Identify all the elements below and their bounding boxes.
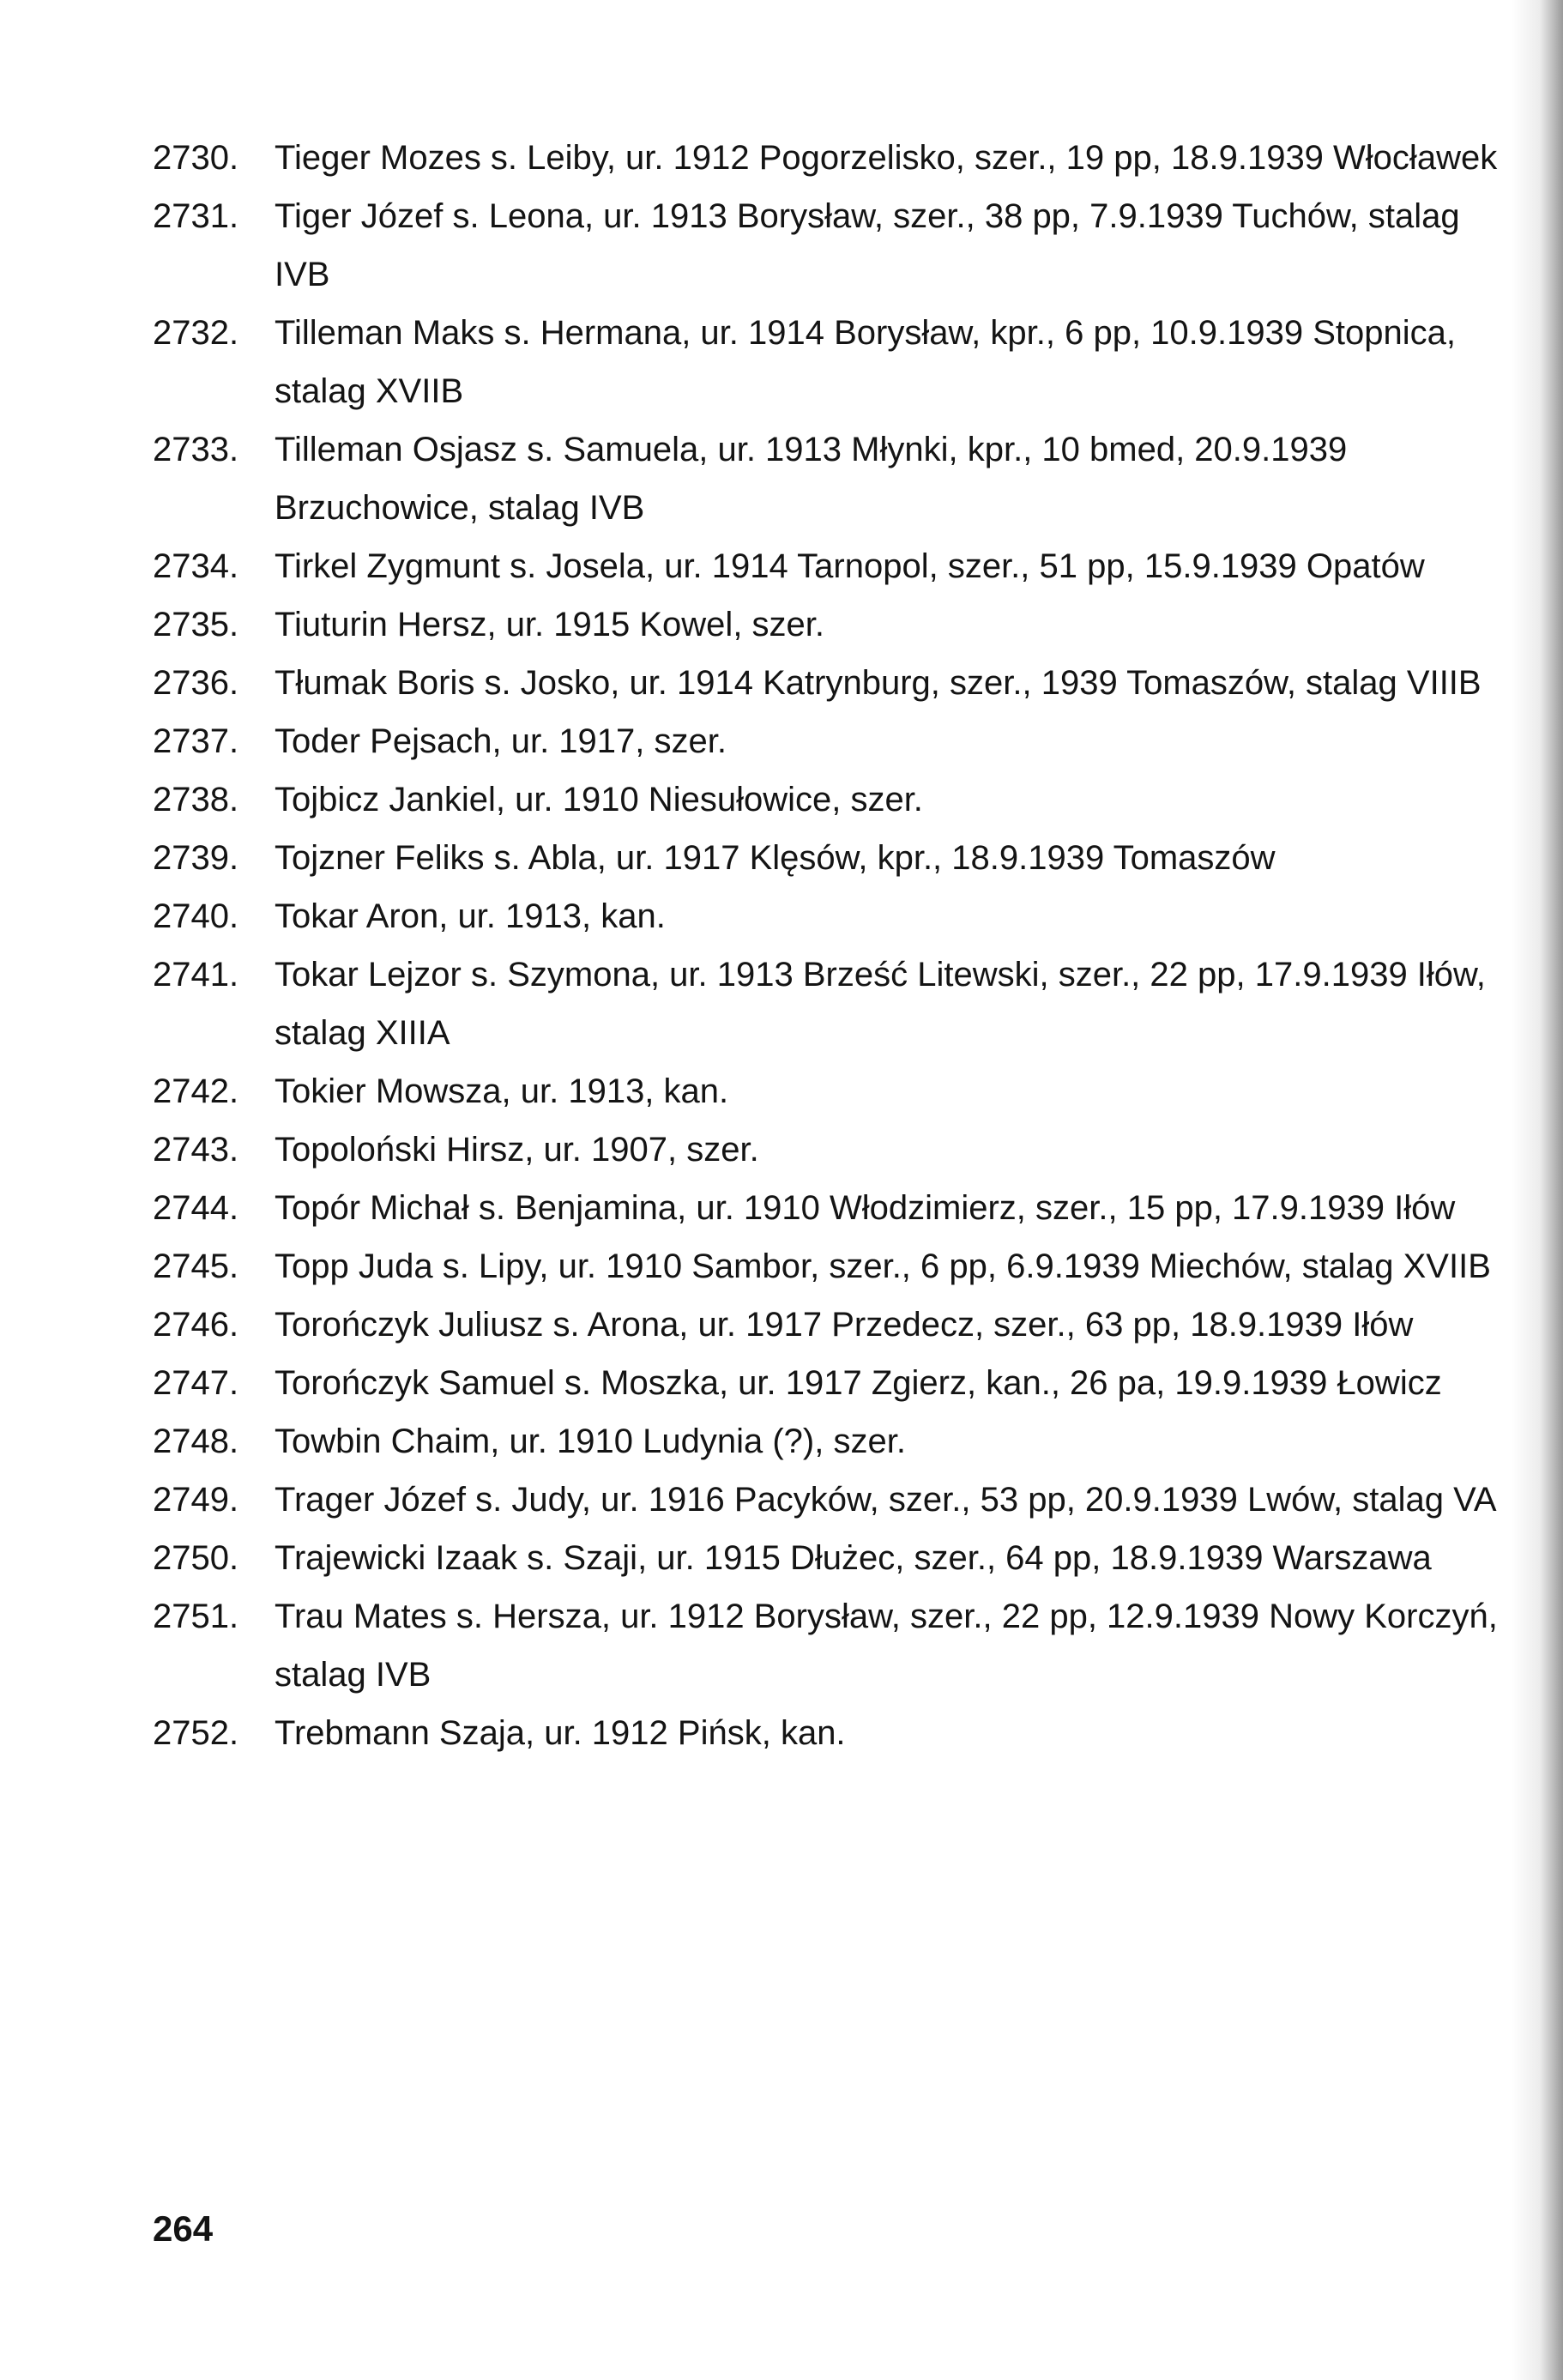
entry-number: 2743. [153,1131,239,1169]
entry-text: Tilleman Maks s. Hermana, ur. 1914 Borysław, kpr., 6 pp, 10.9.1939 Stopnica, stalag XVIIB [275,314,1457,410]
entry-list [153,129,1525,1762]
list-item [153,129,1525,187]
entry-number: 2736. [153,664,239,702]
entry-text: Tojbicz Jankiel, ur. 1910 Niesułowice, szer. [275,781,923,819]
list-item [153,945,1525,1062]
entry-number: 2734. [153,547,239,585]
entry-text: Trebmann Szaja, ur. 1912 Pińsk, kan. [275,1714,846,1752]
list-item [153,1412,1525,1471]
entry-text: Torończyk Juliusz s. Arona, ur. 1917 Przedecz, szer., 63 pp, 18.9.1939 Iłów [275,1306,1414,1344]
list-item [153,1529,1525,1587]
list-item [153,1354,1525,1412]
entry-text: Tokar Lejzor s. Szymona, ur. 1913 Brześć Litewski, szer., 22 pp, 17.9.1939 Iłów, stalag XIIIA [275,956,1486,1052]
entry-number: 2732. [153,314,239,352]
entry-number: 2739. [153,839,239,877]
list-item [153,1237,1525,1296]
entry-number: 2742. [153,1072,239,1110]
entry-text: Topór Michał s. Benjamina, ur. 1910 Włodzimierz, szer., 15 pp, 17.9.1939 Iłów [275,1189,1456,1227]
list-item [153,1704,1525,1762]
list-item [153,1179,1525,1237]
list-item [153,1296,1525,1354]
entry-text: Tłumak Boris s. Josko, ur. 1914 Katrynburg, szer., 1939 Tomaszów, stalag VIIIB [275,664,1482,702]
entry-number: 2730. [153,139,239,177]
list-item [153,712,1525,770]
entry-text: Toder Pejsach, ur. 1917, szer. [275,722,727,760]
page-number: 264 [153,2208,214,2249]
list-item [153,420,1525,537]
entry-text: Trager Józef s. Judy, ur. 1916 Pacyków, szer., 53 pp, 20.9.1939 Lwów, stalag VA [275,1481,1497,1519]
entry-text: Trau Mates s. Hersza, ur. 1912 Borysław, szer., 22 pp, 12.9.1939 Nowy Korczyń, stalag IVB [275,1598,1498,1694]
entry-number: 2747. [153,1364,239,1402]
entry-text: Tilleman Osjasz s. Samuela, ur. 1913 Młynki, kpr., 10 bmed, 20.9.1939 Brzuchowice, stalag IVB [275,431,1348,527]
entry-text: Torończyk Samuel s. Moszka, ur. 1917 Zgierz, kan., 26 pa, 19.9.1939 Łowicz [275,1364,1442,1402]
entry-text: Towbin Chaim, ur. 1910 Ludynia (?), szer. [275,1423,906,1460]
entry-text: Tokier Mowsza, ur. 1913, kan. [275,1072,729,1110]
entry-number: 2737. [153,722,239,760]
list-item [153,654,1525,712]
entry-number: 2749. [153,1481,239,1519]
list-item [153,595,1525,654]
entry-number: 2731. [153,197,239,235]
entry-number: 2750. [153,1539,239,1577]
entry-text: Tiger Józef s. Leona, ur. 1913 Borysław, szer., 38 pp, 7.9.1939 Tuchów, stalag IVB [275,197,1460,293]
entry-text: Trajewicki Izaak s. Szaji, ur. 1915 Dłużec, szer., 64 pp, 18.9.1939 Warszawa [275,1539,1432,1577]
list-item [153,304,1525,420]
entry-text: Tieger Mozes s. Leiby, ur. 1912 Pogorzelisko, szer., 19 pp, 18.9.1939 Włocławek [275,139,1498,177]
list-item [153,1121,1525,1179]
entry-text: Tojzner Feliks s. Abla, ur. 1917 Klęsów, kpr., 18.9.1939 Tomaszów [275,839,1276,877]
entry-number: 2733. [153,431,239,468]
list-item [153,537,1525,595]
entry-text: Tiuturin Hersz, ur. 1915 Kowel, szer. [275,606,825,643]
entry-number: 2741. [153,956,239,994]
entry-number: 2748. [153,1423,239,1460]
entry-number: 2740. [153,897,239,935]
entry-number: 2738. [153,781,239,819]
entry-text: Tirkel Zygmunt s. Josela, ur. 1914 Tarnopol, szer., 51 pp, 15.9.1939 Opatów [275,547,1425,585]
entry-number: 2746. [153,1306,239,1344]
entry-number: 2744. [153,1189,239,1227]
entry-text: Topp Juda s. Lipy, ur. 1910 Sambor, szer., 6 pp, 6.9.1939 Miechów, stalag XVIIB [275,1247,1491,1285]
entry-text: Topoloński Hirsz, ur. 1907, szer. [275,1131,759,1169]
entry-number: 2752. [153,1714,239,1752]
entry-number: 2745. [153,1247,239,1285]
list-item [153,1587,1525,1704]
list-item [153,887,1525,945]
list-item [153,829,1525,887]
entry-number: 2735. [153,606,239,643]
entry-number: 2751. [153,1598,239,1635]
list-item [153,1471,1525,1529]
entry-text: Tokar Aron, ur. 1913, kan. [275,897,666,935]
list-item [153,1062,1525,1121]
list-item [153,187,1525,304]
list-item [153,770,1525,829]
